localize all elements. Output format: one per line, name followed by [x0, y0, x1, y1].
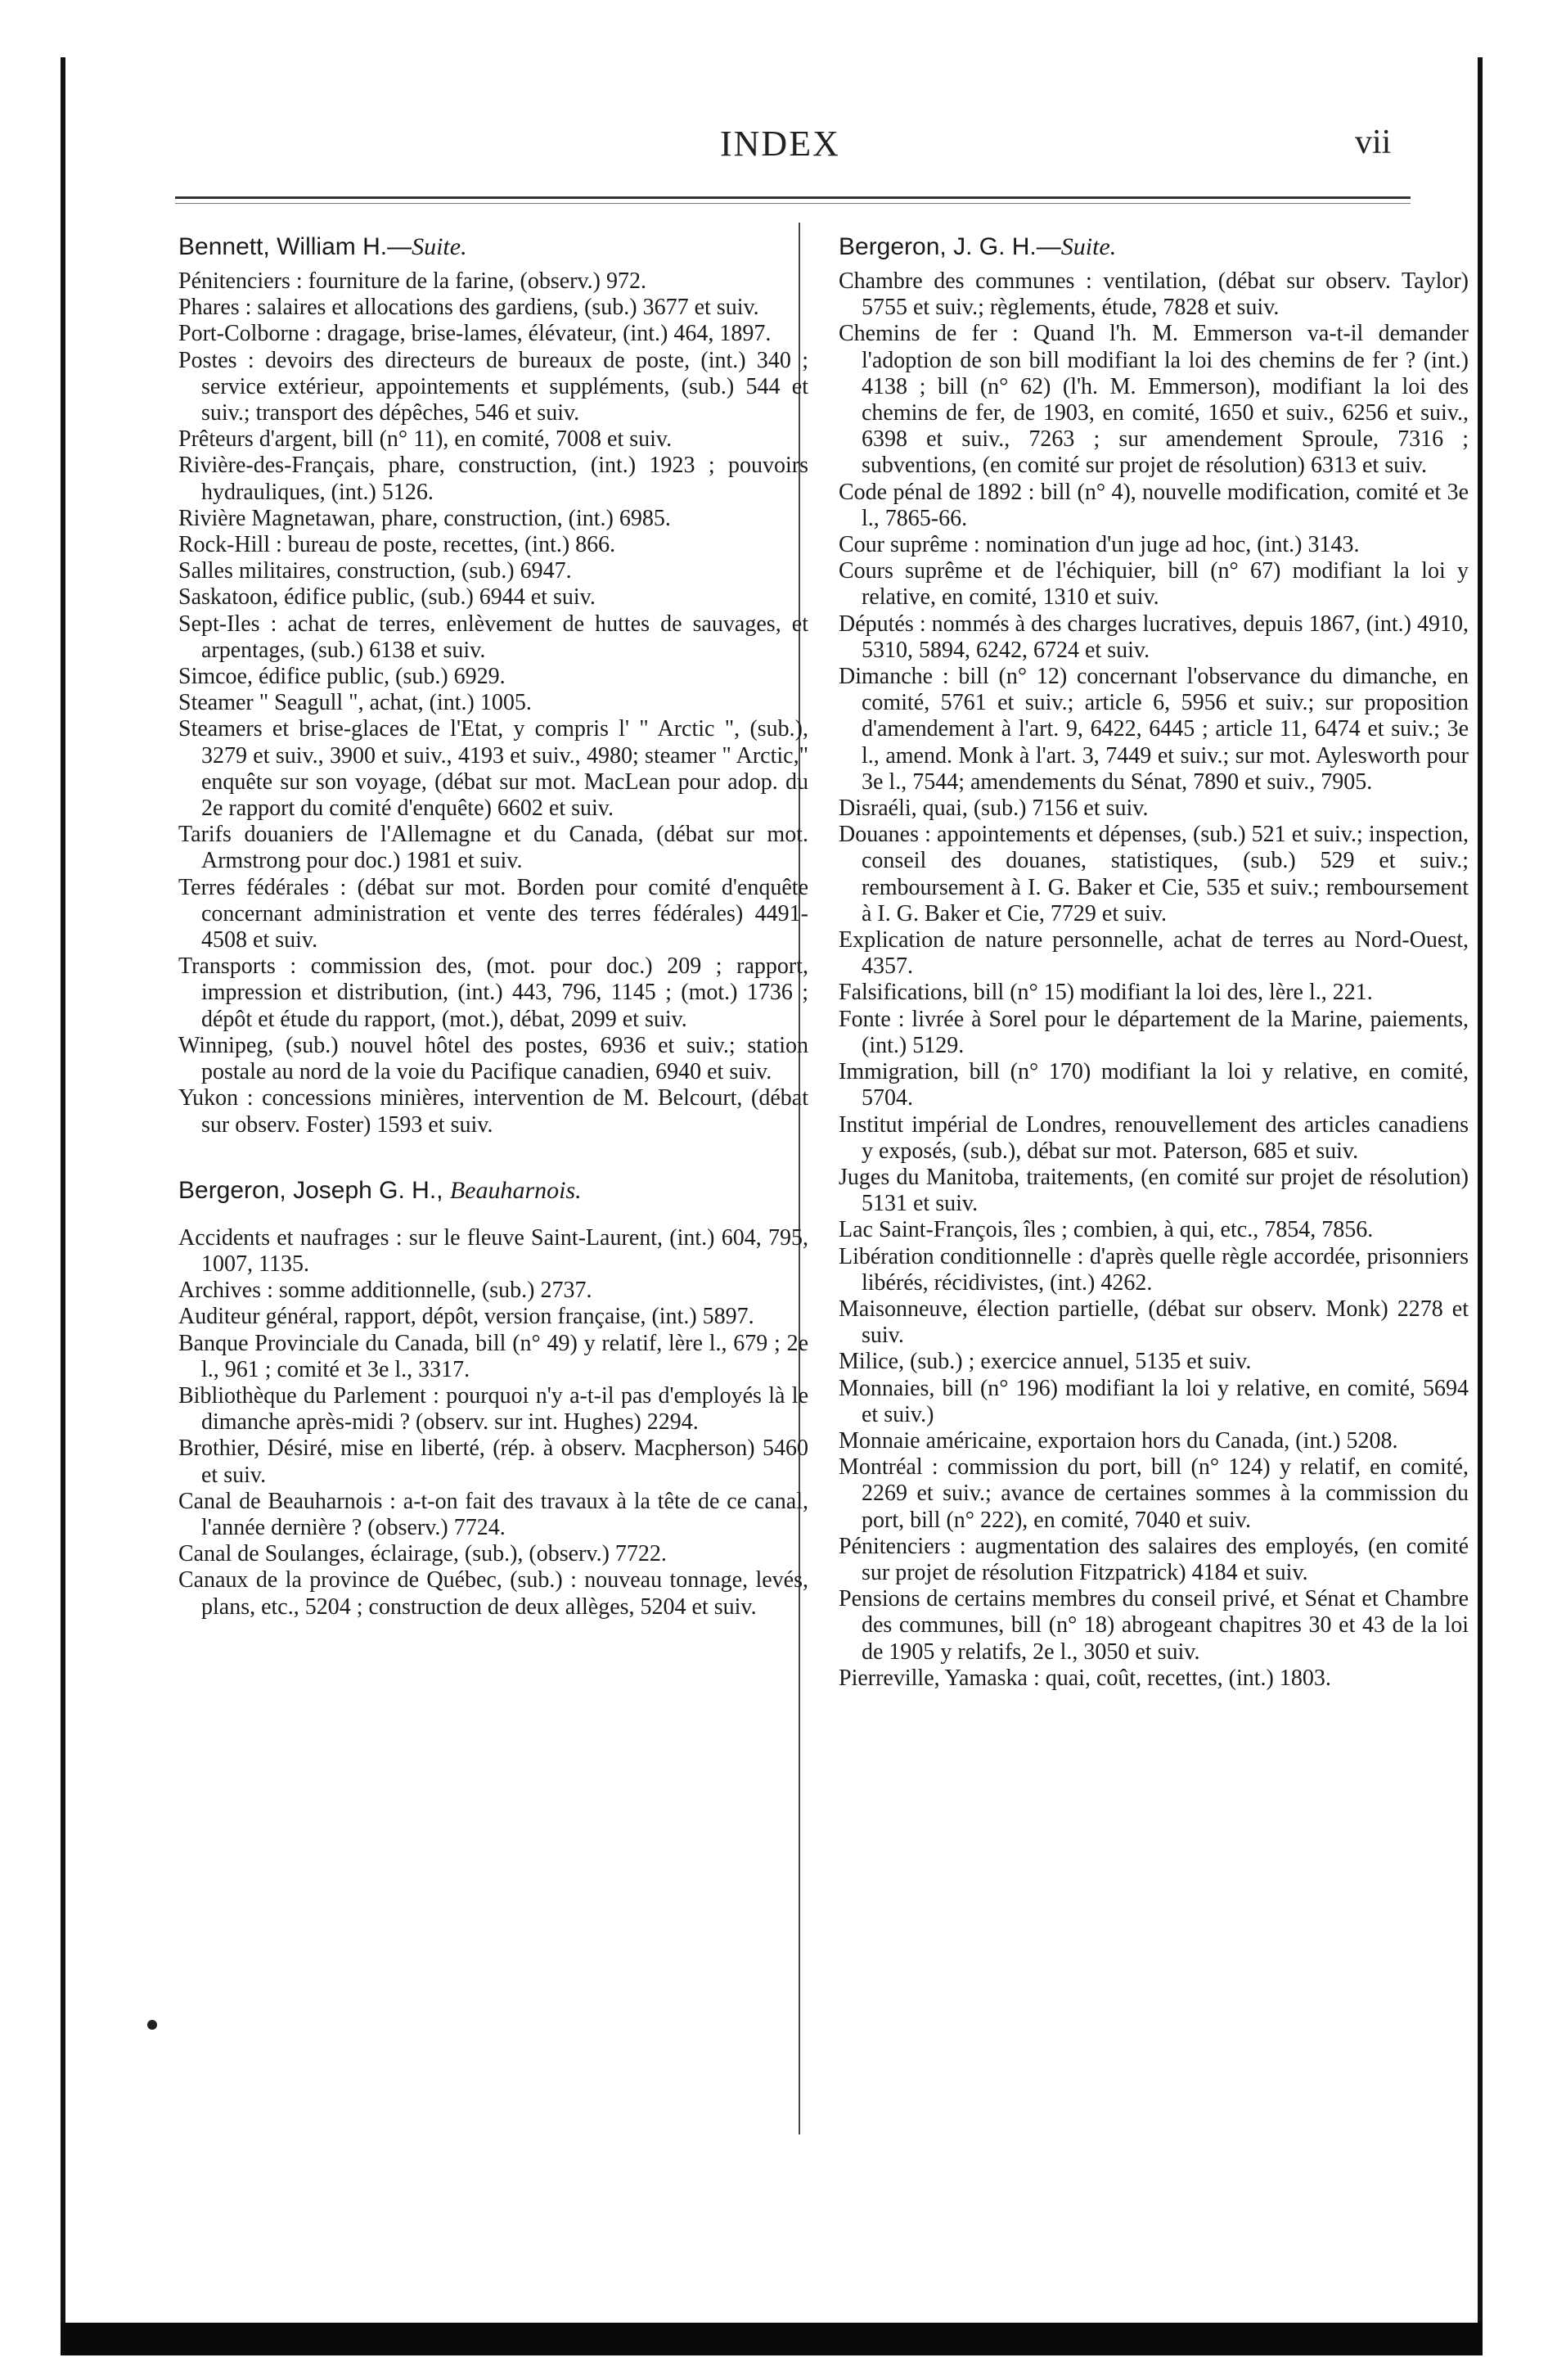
index-entry: Terres fédérales : (débat sur mot. Borden pour comité d'enquête concernant administration et vente des terres fédérales) 4491-4508 et suiv. [178, 874, 808, 953]
index-entry: Canal de Beauharnois : a-t-on fait des travaux à la tête de ce canal, l'année dernière ? (observ.) 7724. [178, 1488, 808, 1540]
index-entry: Steamers et brise-glaces de l'Etat, y compris l' " Arctic ", (sub.), 3279 et suiv., 3900 et suiv., 4193 et suiv., 4980; steamer " Arctic," enquête sur son voyage, (débat sur mot. MacLean pour adop. du 2e rapport du comité d'enquête) 6602 et suiv. [178, 716, 808, 822]
index-entry: Simcoe, édifice public, (sub.) 6929. [178, 664, 506, 690]
index-entry: Maisonneuve, élection partielle, (débat sur observ. Monk) 2278 et suiv. [839, 1296, 1469, 1349]
page-title: INDEX [720, 124, 840, 164]
index-entry: Brothier, Désiré, mise en liberté, (rép. à observ. Macpherson) 5460 et suiv. [178, 1436, 808, 1488]
index-entry: Disraéli, quai, (sub.) 7156 et suiv. [839, 796, 1149, 822]
index-entry: Falsifications, bill (n° 15) modifiant la loi des, lère l., 221. [839, 980, 1373, 1006]
heading-name: Bergeron, J. G. H.— [839, 233, 1061, 260]
index-entry: Pénitenciers : augmentation des salaires des employés, (en comité sur projet de résolution Fitzpatrick) 4184 et suiv. [839, 1533, 1469, 1585]
heading-suffix: Suite. [1060, 233, 1117, 260]
index-entry: Cour suprême : nomination d'un juge ad hoc, (int.) 3143. [839, 532, 1360, 558]
left-column [178, 232, 808, 1620]
entry-list-bennett [178, 268, 808, 1138]
index-entry: Accidents et naufrages : sur le fleuve Saint-Laurent, (int.) 604, 795, 1007, 1135. [178, 1224, 808, 1277]
index-entry: Milice, (sub.) ; exercice annuel, 5135 et suiv. [839, 1349, 1252, 1375]
heading-name: Bergeron, Joseph G. H., [178, 1176, 450, 1204]
margin-bullet-mark [147, 2020, 157, 2030]
index-entry: Canal de Soulanges, éclairage, (sub.), (observ.) 7722. [178, 1541, 667, 1567]
index-entry: Institut impérial de Londres, renouvellement des articles canadiens y exposés, (sub.), débat sur mot. Paterson, 685 et suiv. [839, 1111, 1469, 1164]
index-entry: Monnaie américaine, exportaion hors du Canada, (int.) 5208. [839, 1427, 1398, 1454]
index-entry: Transports : commission des, (mot. pour doc.) 209 ; rapport, impression et distribution, (int.) 443, 796, 1145 ; (mot.) 1736 ; dépôt et étude du rapport, (mot.), débat, 2099 et suiv. [178, 953, 808, 1032]
header-rule [175, 196, 1411, 199]
right-column [839, 232, 1469, 1692]
index-entry: Libération conditionnelle : d'après quelle règle accordée, prisonniers libérés, récidivistes, (int.) 4262. [839, 1243, 1469, 1296]
scan-edge-left [61, 57, 65, 2353]
index-entry: Bibliothèque du Parlement : pourquoi n'y a-t-il pas d'employés là le dimanche après-midi ? (observ. sur int. Hughes) 2294. [178, 1382, 808, 1436]
index-entry: Port-Colborne : dragage, brise-lames, élévateur, (int.) 464, 1897. [178, 321, 772, 347]
index-entry: Explication de nature personnelle, achat de terres au Nord-Ouest, 4357. [839, 927, 1469, 980]
index-heading-bergeron [178, 1176, 808, 1206]
index-entry: Rock-Hill : bureau de poste, recettes, (int.) 866. [178, 532, 616, 558]
index-entry: Phares : salaires et allocations des gardiens, (sub.) 3677 et suiv. [178, 295, 759, 321]
index-entry: Prêteurs d'argent, bill (n° 11), en comité, 7008 et suiv. [178, 426, 673, 453]
scan-edge-bottom [61, 2323, 1483, 2355]
index-entry: Montréal : commission du port, bill (n° 124) y relatif, en comité, 2269 et suiv.; avance de certaines sommes à la commission du port, bill (n° 222), en comité, 7040 et suiv. [839, 1454, 1469, 1533]
index-entry: Pénitenciers : fourniture de la farine, (observ.) 972. [178, 268, 646, 294]
index-entry: Winnipeg, (sub.) nouvel hôtel des postes, 6936 et suiv.; station postale au nord de la voie du Pacifique canadien, 6940 et suiv. [178, 1032, 808, 1085]
entry-list-bergeron-suite [839, 268, 1469, 1692]
index-entry: Sept-Iles : achat de terres, enlèvement de huttes de sauvages, et arpentages, (sub.) 6138 et suiv. [178, 611, 808, 663]
index-entry: Pierreville, Yamaska : quai, coût, recettes, (int.) 1803. [839, 1665, 1331, 1691]
page-number: vii [1355, 124, 1392, 161]
index-entry: Députés : nommés à des charges lucratives, depuis 1867, (int.) 4910, 5310, 5894, 6242, 6724 et suiv. [839, 611, 1469, 663]
index-entry: Douanes : appointements et dépenses, (sub.) 521 et suiv.; inspection, conseil des douanes, statistiques, (sub.) 529 et suiv.; remboursement à I. G. Baker et Cie, 535 et suiv.; remboursement à I. G. Baker et Cie, 7729 et suiv. [839, 822, 1469, 926]
header-rule-thin [175, 203, 1411, 204]
index-entry: Lac Saint-François, îles ; combien, à qui, etc., 7854, 7856. [839, 1217, 1374, 1243]
index-entry: Code pénal de 1892 : bill (n° 4), nouvelle modification, comité et 3e l., 7865-66. [839, 479, 1469, 531]
index-entry: Monnaies, bill (n° 196) modifiant la loi y relative, en comité, 5694 et suiv.) [839, 1375, 1469, 1427]
index-entry: Immigration, bill (n° 170) modifiant la loi y relative, en comité, 5704. [839, 1059, 1469, 1111]
index-entry: Chemins de fer : Quand l'h. M. Emmerson va-t-il demander l'adoption de son bill modifiant la loi des chemins de fer ? (int.) 4138 ; bill (n° 62) (l'h. M. Emmerson), modifiant la loi des chemins de fer, de 1903, en comité, 1650 et suiv., 6256 et suiv., 6398 et suiv., 7263 ; sur amendement Sproule, 7316 ; subventions, (en comité sur projet de résolution) 6313 et suiv. [839, 321, 1469, 479]
index-entry: Postes : devoirs des directeurs de bureaux de poste, (int.) 340 ; service extérieur, appointements et suppléments, (sub.) 544 et suiv.; transport des dépêches, 546 et suiv. [178, 347, 808, 426]
index-entry: Fonte : livrée à Sorel pour le département de la Marine, paiements, (int.) 5129. [839, 1006, 1469, 1058]
index-entry: Salles militaires, construction, (sub.) 6947. [178, 558, 572, 584]
index-entry: Canaux de la province de Québec, (sub.) : nouveau tonnage, levés, plans, etc., 5204 ; construction de deux allèges, 5204 et suiv. [178, 1567, 808, 1620]
heading-suffix: Beauharnois. [449, 1176, 582, 1204]
heading-suffix: Suite. [412, 233, 467, 260]
index-entry: Yukon : concessions minières, intervention de M. Belcourt, (débat sur observ. Foster) 1593 et suiv. [178, 1085, 808, 1138]
index-entry: Saskatoon, édifice public, (sub.) 6944 et suiv. [178, 584, 596, 611]
index-entry: Pensions de certains membres du conseil privé, et Sénat et Chambre des communes, bill (n° 18) abrogeant chapitres 30 et 43 de la loi de 1905 y relatifs, 2e l., 3050 et suiv. [839, 1586, 1469, 1665]
index-entry: Chambre des communes : ventilation, (débat sur observ. Taylor) 5755 et suiv.; règlements, étude, 7828 et suiv. [839, 268, 1469, 321]
index-entry: Cours suprême et de l'échiquier, bill (n° 67) modifiant la loi y relative, en comité, 1310 et suiv. [839, 558, 1469, 611]
index-entry: Steamer " Seagull ", achat, (int.) 1005. [178, 690, 532, 716]
index-entry: Dimanche : bill (n° 12) concernant l'observance du dimanche, en comité, 5761 et suiv.; article 6, 5956 et suiv.; sur proposition d'amendement à l'art. 9, 6422, 6445 ; article 11, 6474 et suiv.; 3e l., amend. Monk à l'art. 3, 7449 et suiv.; sur mot. Aylesworth pour 3e l., 7544; amendements du Sénat, 7890 et suiv., 7905. [839, 664, 1469, 795]
index-heading-bergeron-suite [839, 232, 1469, 262]
index-entry: Rivière-des-Français, phare, construction, (int.) 1923 ; pouvoirs hydrauliques, (int.) 5126. [178, 453, 808, 505]
index-entry: Juges du Manitoba, traitements, (en comité sur projet de résolution) 5131 et suiv. [839, 1164, 1469, 1217]
entry-list-bergeron [178, 1225, 808, 1620]
heading-name: Bennett, William H.— [178, 233, 412, 260]
index-heading-bennett [178, 232, 808, 262]
index-entry: Banque Provinciale du Canada, bill (n° 49) y relatif, lère l., 679 ; 2e l., 961 ; comité et 3e l., 3317. [178, 1330, 808, 1382]
index-entry: Tarifs douaniers de l'Allemagne et du Canada, (débat sur mot. Armstrong pour doc.) 1981 et suiv. [178, 822, 808, 874]
scan-edge-right [1478, 57, 1483, 2353]
index-entry: Rivière Magnetawan, phare, construction, (int.) 6985. [178, 505, 671, 531]
index-entry: Auditeur général, rapport, dépôt, version française, (int.) 5897. [178, 1304, 754, 1330]
index-entry: Archives : somme additionnelle, (sub.) 2737. [178, 1278, 592, 1304]
